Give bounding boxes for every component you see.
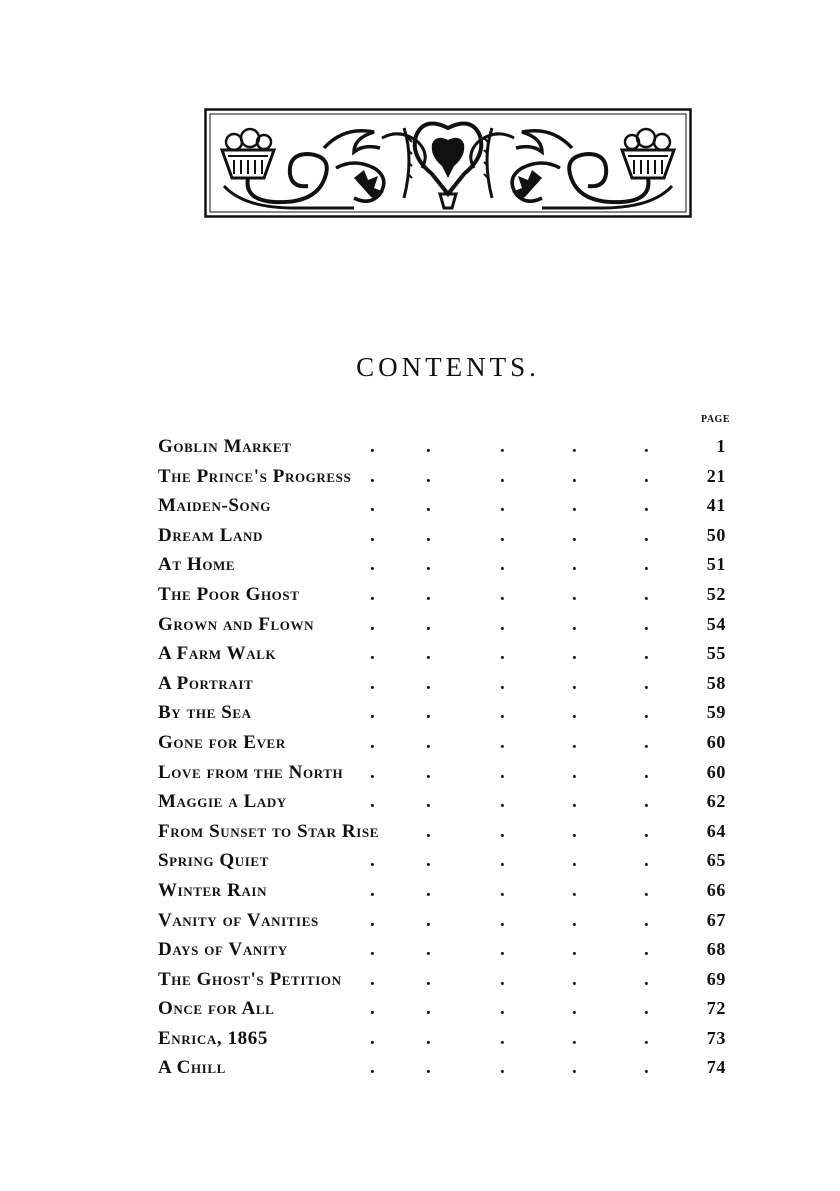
page-column-header: PAGE — [700, 414, 730, 425]
entry-page: 72 — [706, 998, 726, 1019]
leader-dot: . — [426, 850, 432, 872]
entry-title: Dream Land — [158, 524, 264, 546]
leader-dot: . — [572, 1057, 578, 1079]
list-item[interactable] — [158, 817, 738, 847]
leader-dot: . — [644, 968, 650, 990]
leader-dot: . — [644, 791, 650, 813]
leader-dot: . — [572, 672, 578, 694]
entry-title: Maggie a Lady — [158, 791, 287, 813]
entry-page: 62 — [706, 791, 726, 812]
leader-dot: . — [500, 613, 506, 635]
entry-page: 65 — [706, 850, 726, 871]
leader-dot: . — [500, 968, 506, 990]
leader-dot: . — [500, 850, 506, 872]
leader-dot: . — [370, 583, 376, 605]
leader-dot: . — [572, 791, 578, 813]
leader-dot: . — [500, 909, 506, 931]
entry-title: Spring Quiet — [158, 850, 269, 872]
leader-dot: . — [370, 879, 376, 901]
leader-dot: . — [572, 643, 578, 665]
leader-dot: . — [370, 1057, 376, 1079]
entry-page: 60 — [706, 761, 726, 782]
leader-dot: . — [370, 702, 376, 724]
leader-dot: . — [426, 998, 432, 1020]
leader-dot: . — [644, 524, 650, 546]
leader-dot: . — [370, 613, 376, 635]
leader-dot: . — [572, 850, 578, 872]
leader-dot: . — [644, 436, 650, 457]
leader-dot: . — [426, 465, 432, 487]
leader-dot: . — [370, 909, 376, 931]
entry-page: 21 — [706, 465, 726, 486]
list-item[interactable] — [158, 787, 738, 817]
leader-dot: . — [426, 820, 432, 842]
leader-dot: . — [500, 879, 506, 901]
leader-dot: . — [572, 1027, 578, 1049]
entry-page: 74 — [706, 1057, 726, 1078]
entry-title: At Home — [158, 554, 236, 576]
entry-title: Days of Vanity — [158, 939, 288, 961]
list-item[interactable] — [158, 935, 738, 965]
list-item[interactable] — [158, 669, 738, 699]
leader-dot: . — [426, 909, 432, 931]
leader-dot: . — [500, 583, 506, 605]
leader-dot: . — [500, 672, 506, 694]
leader-dot: . — [370, 465, 376, 487]
leader-dot: . — [426, 1057, 432, 1079]
list-item[interactable] — [158, 639, 738, 669]
list-item[interactable] — [158, 521, 738, 551]
entry-page: 1 — [716, 436, 726, 456]
list-item[interactable] — [158, 994, 738, 1024]
leader-dot: . — [426, 939, 432, 961]
leader-dot: . — [644, 939, 650, 961]
leader-dot: . — [500, 1027, 506, 1049]
entry-page: 68 — [706, 939, 726, 960]
leader-dot: . — [426, 672, 432, 694]
leader-dot: . — [500, 998, 506, 1020]
entry-title: Gone for Ever — [158, 731, 286, 753]
leader-dot: . — [370, 791, 376, 813]
entry-page: 60 — [706, 731, 726, 752]
entry-page: 73 — [706, 1027, 726, 1048]
leader-dot: . — [644, 850, 650, 872]
leader-dot: . — [644, 643, 650, 665]
entry-title: A Farm Walk — [158, 643, 277, 665]
leader-dot: . — [572, 524, 578, 546]
leader-dot: . — [426, 968, 432, 990]
leader-dot: . — [426, 554, 432, 576]
list-item[interactable] — [158, 610, 738, 640]
leader-dot: . — [572, 436, 578, 457]
list-item[interactable] — [158, 876, 738, 906]
leader-dot: . — [644, 731, 650, 753]
entry-page: 69 — [706, 968, 726, 989]
leader-dot: . — [500, 436, 506, 457]
list-item[interactable] — [158, 550, 738, 580]
leader-dot: . — [644, 554, 650, 576]
leader-dot: . — [572, 702, 578, 724]
leader-dot: . — [500, 820, 506, 842]
entry-title: The Prince's Progress — [158, 465, 352, 487]
leader-dot: . — [500, 791, 506, 813]
leader-dot: . — [644, 1057, 650, 1079]
leader-dot: . — [572, 761, 578, 783]
entry-page: 66 — [706, 879, 726, 900]
leader-dot: . — [370, 524, 376, 546]
leader-dot: . — [572, 583, 578, 605]
leader-dot: . — [370, 998, 376, 1020]
leader-dot: . — [426, 583, 432, 605]
leader-dot: . — [572, 879, 578, 901]
leader-dot: . — [644, 1027, 650, 1049]
entry-title: A Chill — [158, 1057, 226, 1079]
leader-dot: . — [644, 583, 650, 605]
entry-title: Maiden-Song — [158, 495, 271, 517]
leader-dot: . — [644, 465, 650, 487]
leader-dot: . — [572, 820, 578, 842]
list-item[interactable] — [158, 432, 738, 462]
entry-title: By the Sea — [158, 702, 252, 724]
list-item[interactable] — [158, 846, 738, 876]
leader-dot: . — [426, 761, 432, 783]
leader-dot: . — [644, 613, 650, 635]
leader-dot: . — [370, 731, 376, 753]
leader-dot: . — [500, 761, 506, 783]
leader-dot: . — [572, 465, 578, 487]
entry-page: 52 — [706, 583, 726, 604]
leader-dot: . — [370, 761, 376, 783]
entry-title: The Ghost's Petition — [158, 968, 342, 990]
entry-title: Grown and Flown — [158, 613, 315, 635]
leader-dot: . — [500, 702, 506, 724]
leader-dot: . — [370, 554, 376, 576]
entry-page: 41 — [706, 495, 726, 516]
leader-dot: . — [370, 672, 376, 694]
entry-title: Once for All — [158, 998, 275, 1020]
leader-dot: . — [370, 643, 376, 665]
leader-dot: . — [572, 495, 578, 517]
leader-dot: . — [572, 731, 578, 753]
list-item[interactable] — [158, 1053, 738, 1083]
leader-dot: . — [426, 495, 432, 517]
leader-dot: . — [572, 909, 578, 931]
list-item[interactable] — [158, 1024, 738, 1054]
list-item[interactable] — [158, 758, 738, 788]
entry-page: 67 — [706, 909, 726, 930]
leader-dot: . — [500, 731, 506, 753]
leader-dot: . — [426, 613, 432, 635]
leader-dot: . — [370, 495, 376, 517]
list-item[interactable] — [158, 580, 738, 610]
entry-title: Winter Rain — [158, 879, 268, 901]
leader-dot: . — [370, 850, 376, 872]
headpiece-ornament-icon — [204, 108, 692, 218]
entry-page: 54 — [706, 613, 726, 634]
contents-list — [158, 432, 738, 1083]
entry-title: Vanity of Vanities — [158, 909, 319, 931]
leader-dot: . — [572, 613, 578, 635]
leader-dot: . — [370, 436, 376, 457]
leader-dot: . — [500, 643, 506, 665]
leader-dot: . — [572, 554, 578, 576]
leader-dot: . — [644, 998, 650, 1020]
leader-dot: . — [644, 495, 650, 517]
entry-page: 50 — [706, 524, 726, 545]
list-item[interactable] — [158, 965, 738, 995]
leader-dot: . — [644, 879, 650, 901]
entry-page: 64 — [706, 820, 726, 841]
leader-dot: . — [500, 524, 506, 546]
leader-dot: . — [426, 1027, 432, 1049]
list-item[interactable] — [158, 462, 738, 492]
entry-page: 55 — [706, 643, 726, 664]
leader-dot: . — [426, 702, 432, 724]
entry-title: A Portrait — [158, 672, 254, 694]
leader-dot: . — [500, 554, 506, 576]
leader-dot: . — [644, 909, 650, 931]
leader-dot: . — [572, 998, 578, 1020]
leader-dot: . — [644, 702, 650, 724]
leader-dot: . — [500, 495, 506, 517]
list-item[interactable] — [158, 728, 738, 758]
entry-page: 51 — [706, 554, 726, 575]
leader-dot: . — [370, 968, 376, 990]
leader-dot: . — [426, 643, 432, 665]
entry-page: 59 — [706, 702, 726, 723]
leader-dot: . — [572, 968, 578, 990]
entry-title: Love from the North — [158, 761, 344, 783]
leader-dot: . — [500, 465, 506, 487]
page-title: CONTENTS. — [356, 352, 540, 382]
leader-dot: . — [426, 524, 432, 546]
leader-dot: . — [644, 761, 650, 783]
list-item[interactable] — [158, 698, 738, 728]
list-item[interactable] — [158, 491, 738, 521]
entry-title: Goblin Market — [158, 436, 292, 457]
entry-page: 58 — [706, 672, 726, 693]
entry-title: The Poor Ghost — [158, 583, 300, 605]
leader-dot: . — [500, 939, 506, 961]
leader-dot: . — [426, 791, 432, 813]
leader-dot: . — [426, 731, 432, 753]
entry-title: Enrica, 1865 — [158, 1027, 268, 1049]
leader-dot: . — [426, 436, 432, 457]
leader-dot: . — [644, 820, 650, 842]
leader-dot: . — [426, 879, 432, 901]
leader-dot: . — [500, 1057, 506, 1079]
leader-dot: . — [370, 939, 376, 961]
leader-dot: . — [370, 1027, 376, 1049]
entry-title: From Sunset to Star Rise — [158, 820, 379, 842]
leader-dot: . — [644, 672, 650, 694]
leader-dot: . — [572, 939, 578, 961]
list-item[interactable] — [158, 906, 738, 936]
